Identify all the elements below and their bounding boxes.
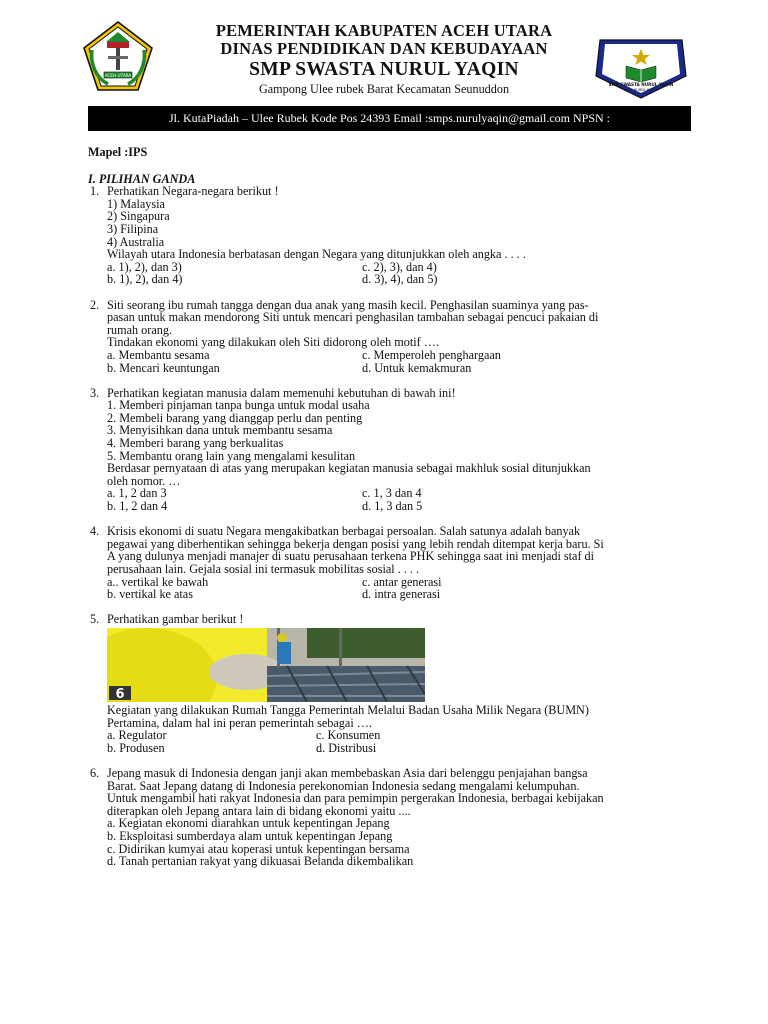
option-b[interactable]: b. 1, 2 dan 4 bbox=[107, 499, 168, 514]
section-title: I. PILIHAN GANDA bbox=[88, 171, 196, 186]
option-b[interactable]: b. Eksploitasi sumberdaya alam untuk kepentingan Jepang bbox=[107, 828, 393, 843]
question-3 bbox=[88, 387, 678, 513]
school-name: SMP SWASTA NURUL YAQIN bbox=[249, 59, 519, 80]
letterhead-text bbox=[160, 22, 608, 97]
paragraph-line: pasan untuk makan mendorong Siti untuk mencari penghasilan tambahan sebagai pencuci pakaian di bbox=[107, 310, 599, 325]
paragraph-line: Pertamina, dalam hal ini peran pemerintah sebagai …. bbox=[107, 715, 372, 730]
list-item: 2. Membeli barang yang dianggap perlu dan penting bbox=[107, 410, 363, 425]
right-logo-text-2: ULEE RUBEK BARAT bbox=[623, 88, 659, 92]
option-row bbox=[107, 273, 678, 286]
option-a[interactable]: a.. vertikal ke bawah bbox=[107, 574, 209, 589]
exam-content bbox=[88, 146, 678, 868]
option-d[interactable]: d. 1, 3 dan 5 bbox=[362, 499, 423, 514]
option-a[interactable]: a. Kegiatan ekonomi diarahkan untuk kepentingan Jepang bbox=[107, 816, 390, 831]
question-number: 5. bbox=[90, 612, 100, 627]
option-b[interactable]: b. Mencari keuntungan bbox=[107, 360, 220, 375]
option-row bbox=[107, 588, 678, 601]
option-d[interactable]: d. intra generasi bbox=[362, 587, 441, 602]
option-a[interactable]: a. Regulator bbox=[107, 728, 167, 743]
option-d[interactable]: d. Distribusi bbox=[316, 740, 377, 755]
paragraph-line: A yang dulunya menjadi manajer di suatu perusahaan terkena PHK sehingga saat ini menjadi staf di bbox=[107, 549, 595, 564]
question-stem: Perhatikan gambar berikut ! bbox=[107, 612, 244, 627]
paragraph-line: Jepang masuk di Indonesia dengan janji akan membebaskan Asia dari belenggu penjajahan bangsa bbox=[107, 765, 588, 780]
option-b[interactable]: b. Produsen bbox=[107, 740, 165, 755]
aceh-utara-emblem-icon bbox=[78, 20, 158, 92]
list-item: 3. Menyisihkan dana untuk membantu sesama bbox=[107, 423, 333, 438]
question-number: 4. bbox=[90, 524, 100, 539]
paragraph-line: Kegiatan yang dilakukan Rumah Tangga Pemerintah Melalui Badan Usaha Milik Negara (BUMN) bbox=[107, 702, 589, 717]
question-number: 2. bbox=[90, 297, 100, 312]
pertamina-worker-photo bbox=[107, 628, 425, 702]
option-c[interactable]: c. Konsumen bbox=[316, 728, 381, 743]
paragraph-line: Barat. Saat Jepang datang di Indonesia perekonomian Indonesia sedang mengalami kelumpuhan. bbox=[107, 778, 580, 793]
school-emblem-icon bbox=[592, 36, 690, 100]
option-c[interactable]: c. 2), 3), dan 4) bbox=[362, 259, 437, 274]
list-item: 4) Australia bbox=[107, 234, 165, 249]
list-item: 1. Memberi pinjaman tanpa bunga untuk modal usaha bbox=[107, 398, 370, 413]
option-b[interactable]: b. vertikal ke atas bbox=[107, 587, 193, 602]
paragraph-line: Siti seorang ibu rumah tangga dengan dua anak yang masih kecil. Penghasilan suaminya yang pas- bbox=[107, 297, 589, 312]
option-d[interactable]: d. Tanah pertanian rakyat yang dikuasai Belanda dikembalikan bbox=[107, 854, 414, 869]
question-text: Tindakan ekonomi yang dilakukan oleh Siti didorong oleh motif …. bbox=[107, 335, 439, 350]
paragraph-line: pegawai yang diberhentikan sehingga bekerja dengan posisi yang lebih rendah ditempat kerja baru. Si bbox=[107, 536, 604, 551]
question-number: 6. bbox=[90, 765, 100, 780]
question-number: 3. bbox=[90, 385, 100, 400]
paragraph-line: diterapkan oleh Jepang antara lain di bidang ekonomi yaitu .... bbox=[107, 803, 411, 818]
option-a[interactable]: a. 1), 2), dan 3) bbox=[107, 259, 182, 274]
option-a[interactable]: a. 1, 2 dan 3 bbox=[107, 486, 167, 501]
option-row bbox=[107, 742, 678, 755]
option-a[interactable]: a. Membantu sesama bbox=[107, 347, 210, 362]
government-line: PEMERINTAH KABUPATEN ACEH UTARA bbox=[215, 21, 553, 40]
photo-watermark: 6 bbox=[115, 686, 125, 702]
option-row bbox=[107, 729, 678, 742]
paragraph-line: perusahaan lain. Gejala sosial ini termasuk mobilitas sosial . . . . bbox=[107, 562, 420, 576]
question-1 bbox=[88, 185, 678, 286]
list-item: 4. Memberi barang yang berkualitas bbox=[107, 436, 284, 451]
option-row bbox=[107, 500, 678, 513]
question-text: oleh nomor. … bbox=[107, 473, 181, 488]
school-address: Gampong Ulee rubek Barat Kecamatan Seunuddon bbox=[258, 82, 510, 96]
option-c[interactable]: c. 1, 3 dan 4 bbox=[362, 486, 422, 501]
question-text: Berdasar pernyataan di atas yang merupakan kegiatan manusia sebagai makhluk sosial ditunjukkan bbox=[107, 461, 591, 476]
option-d[interactable]: d. Untuk kemakmuran bbox=[362, 360, 472, 375]
letterhead bbox=[0, 0, 768, 106]
question-4 bbox=[88, 525, 678, 601]
list-item: 2) Singapura bbox=[107, 209, 170, 224]
question-stem: Perhatikan kegiatan manusia dalam memenuhi kebutuhan di bawah ini! bbox=[107, 385, 456, 400]
question-2 bbox=[88, 299, 678, 375]
option-c[interactable]: c. antar generasi bbox=[362, 574, 442, 589]
option-b[interactable]: b. 1), 2), dan 4) bbox=[107, 272, 183, 287]
contact-banner: Jl. KutaPiadah – Ulee Rubek Kode Pos 24393 Email :smps.nurulyaqin@gmail.com NPSN : bbox=[88, 106, 691, 131]
list-item: 3) Filipina bbox=[107, 221, 159, 236]
option-c[interactable]: c. Didirikan kumyai atau koperasi untuk kepentingan bersama bbox=[107, 841, 410, 856]
right-logo-text-1: SMP SWASTA NURUL YAQIN bbox=[608, 82, 674, 87]
option-row bbox=[107, 362, 678, 375]
question-number: 1. bbox=[90, 184, 100, 199]
question-5 bbox=[88, 613, 678, 754]
paragraph-line: Untuk mengambil hati rakyat Indonesia dan para pemimpin pergerakan Indonesia, berbagai kebijakan bbox=[107, 791, 604, 806]
question-6 bbox=[88, 767, 678, 868]
option-c[interactable]: c. Memperoleh penghargaan bbox=[362, 347, 501, 362]
question-stem: Perhatikan Negara-negara berikut ! bbox=[107, 184, 279, 199]
option-row bbox=[107, 349, 678, 362]
subject-label: Mapel :IPS bbox=[88, 145, 148, 159]
left-logo-text: ACEH UTARA bbox=[104, 73, 132, 78]
list-item: 5. Membantu orang lain yang mengalami kesulitan bbox=[107, 448, 356, 463]
option-d[interactable]: d. 3), 4), dan 5) bbox=[362, 272, 438, 287]
paragraph-line: Krisis ekonomi di suatu Negara mengakibatkan berbagai persoalan. Salah satunya adalah banyak bbox=[107, 524, 581, 539]
department-line: DINAS PENDIDIKAN DAN KEBUDAYAAN bbox=[220, 39, 548, 58]
question-text: Wilayah utara Indonesia berbatasan dengan Negara yang ditunjukkan oleh angka . . . . bbox=[107, 247, 526, 262]
paragraph-line: rumah orang. bbox=[107, 322, 172, 337]
list-item: 1) Malaysia bbox=[107, 196, 165, 211]
